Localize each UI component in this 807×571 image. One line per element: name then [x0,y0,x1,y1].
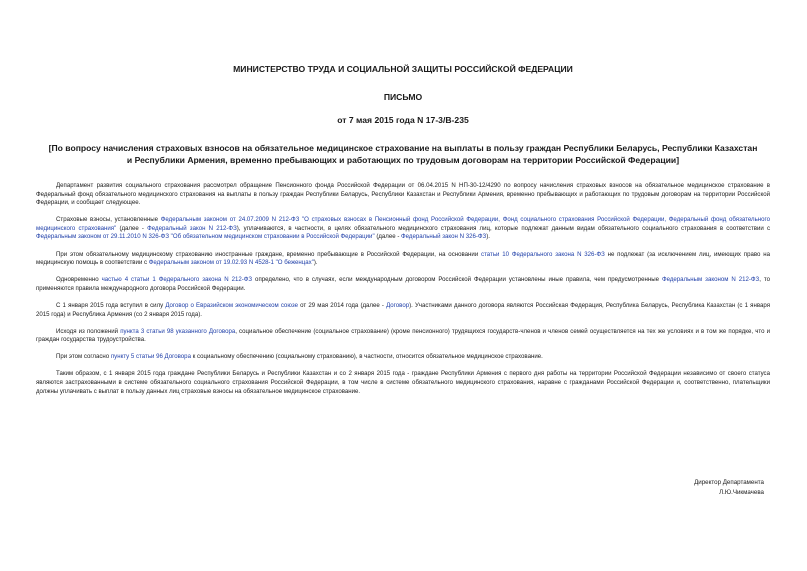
legal-reference-link[interactable]: Федеральным законом от 24.07.2009 N 212-ФЗ "О страховых взносах в Пенсионный фонд Российской Федерации, Фонд социального страхования Российской Федерации, Федеральный фонд обязательного медицинского страхования" [36,216,770,232]
paragraph-text: Департамент развития социального страхования рассмотрел обращение Пенсионного фонда Российской Федерации от 06.04.2015 N НП-30-12/4290 по вопросу начисления страховых взносов на обязательное медицинское страхование в Федеральный фонд обязательного медицинского страхования на выплаты в пользу граждан Республики Беларусь, Республики Казахстан и Республики Армения, временно пребывающих и работающих по трудовым договорам на территории Российской Федерации, и сообщает следующее. [36,182,770,207]
legal-reference-link[interactable]: Договор [386,301,410,309]
legal-reference-link[interactable]: Федеральный закон N 326-ФЗ [401,233,487,241]
body-paragraph [36,328,770,345]
legal-reference-link[interactable]: Федеральный закон N 212-ФЗ [147,224,237,232]
paragraph-text: к социальному обеспечению (социальному страхованию), в частности, относится обязательное медицинское страхование. [190,353,543,361]
paragraph-text: Исходя из положений [56,327,121,335]
body-paragraph [36,182,770,208]
body-paragraph [36,276,770,293]
body-paragraph [36,216,770,242]
paragraph-text: ), уплачиваются, в частности, в целях обязательного медицинского страхования лиц, которые подлежат данным видам обязательного социального страхования в соответствии с [236,224,771,232]
body-paragraph [36,353,770,362]
paragraph-text: ). [486,233,490,241]
paragraph-text: ). Участниками данного договора являются Российская Федерация, Республика Беларусь, Республика Казахстан (с 1 января 2015 года) и Республика Армения (со 2 января 2015 года). [36,301,770,318]
body-paragraph [36,251,770,268]
legal-reference-link[interactable]: статьи 10 Федерального закона N 326-ФЗ [481,250,605,258]
signatory-name: Л.Ю.Чикмачева [719,488,764,496]
legal-reference-link[interactable]: Федеральным законом от 29.11.2010 N 326-ФЗ "Об обязательном медицинском страховании в Российской Федерации" [36,233,375,241]
paragraph-text: При этом обязательному медицинскому страхованию иностранные граждане, временно пребывающие в Российской Федерации, на основании [56,250,482,258]
paragraph-text: (далее - [116,224,148,232]
paragraph-text: определено, что в случаях, если международным договором Российской Федерации установлены иные правила, чем предусмотренные [252,276,662,284]
paragraph-text: ). [313,259,318,267]
document-subject: [По вопросу начисления страховых взносов на обязательное медицинское страхование на выплаты в пользу граждан Республики Беларусь, Республики Казахстан и Республики Армения, временно пребывающих и работающих по трудовым договорам на территории Российской Федерации] [48,143,758,165]
body-paragraph [36,370,770,396]
paragraph-text: , то применяются правила международного договора Российской Федерации. [36,276,771,292]
legal-reference-link[interactable]: Договор о Евразийском экономическом союзе [165,301,299,309]
document-date-number: от 7 мая 2015 года N 17-3/В-235 [337,115,469,125]
legal-reference-link[interactable]: Федеральным законом от 19.02.93 N 4528-1 "О беженцах" [148,259,314,267]
document-body [36,182,770,396]
paragraph-text: С 1 января 2015 года вступил в силу [56,301,166,309]
legal-reference-link[interactable]: пункту 5 статьи 96 Договора [110,353,191,361]
ministry-heading: МИНИСТЕРСТВО ТРУДА И СОЦИАЛЬНОЙ ЗАЩИТЫ РОССИЙСКОЙ ФЕДЕРАЦИИ [233,64,573,74]
paragraph-text: не подлежат (за исключением лиц, имеющих право на медицинскую помощь в соответствии с [36,250,770,267]
paragraph-text: При этом согласно [56,353,111,361]
paragraph-text: Страховые взносы, установленные [56,216,161,224]
paragraph-text: , социальное обеспечение (социальное страхование) (кроме пенсионного) трудящихся государств-членов и членов семей осуществляется на тех же условиях и в том же порядке, что и граждан государства трудоустройства. [36,327,771,344]
legal-reference-link[interactable]: частью 4 статьи 1 Федерального закона N 212-ФЗ [101,276,253,284]
document [36,64,770,405]
paragraph-text: Одновременно [56,276,102,284]
paragraph-text: (далее - [374,233,402,241]
paragraph-text: Таким образом, с 1 января 2015 года граждане Республики Беларусь и Республики Казахстан и со 2 января 2015 года - граждане Республики Армения с первого дня работы на территории Российской Федерации независимо от своего статуса являются застрахованными в системе обязательного социального страхования Российской Федерации, в том числе в системе обязательного медицинского страхования, наравне с гражданами Российской Федерации и, соответственно, плательщики должны уплачивать с выплат в пользу данных лиц страховые взносы на обязательное медицинское страхование. [36,370,770,395]
legal-reference-link[interactable]: пункта 3 статьи 98 указанного Договора [120,327,236,335]
signature-block [694,478,764,497]
document-type: ПИСЬМО [383,92,423,102]
legal-reference-link[interactable]: Федеральным законом N 212-ФЗ [661,276,760,284]
paragraph-text: от 29 мая 2014 года (далее - [298,301,387,309]
body-paragraph [36,302,770,319]
signatory-position: Директор Департамента [694,479,764,486]
